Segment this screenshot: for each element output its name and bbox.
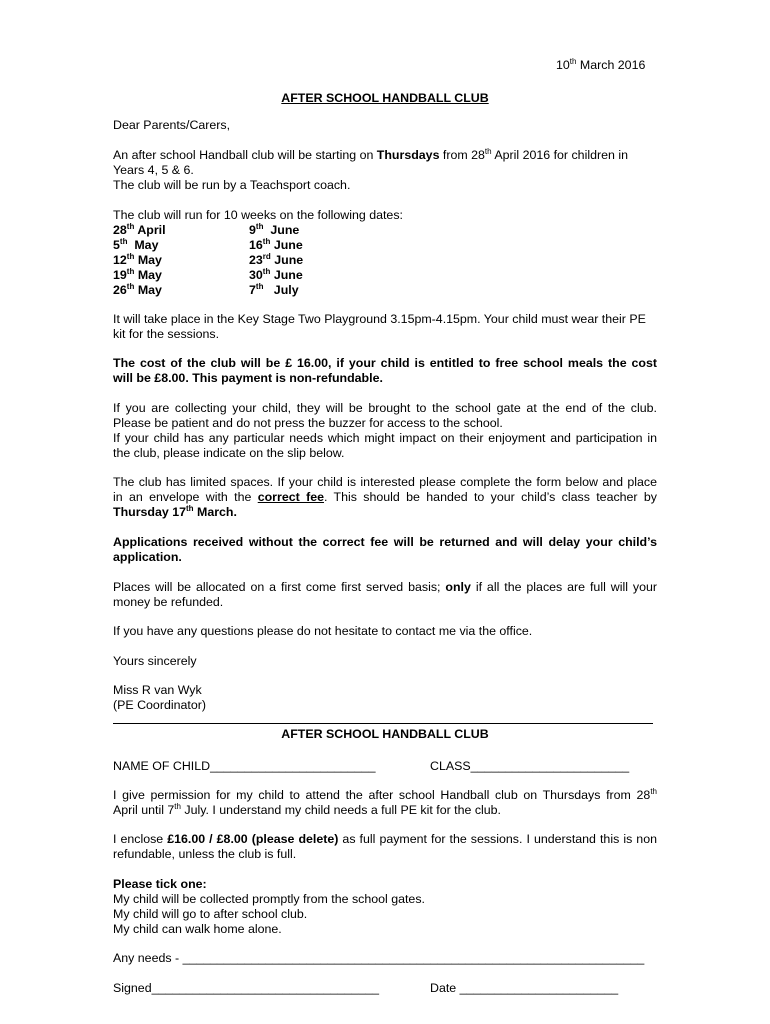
date-right: 16th June [249, 237, 303, 252]
child-name-blank[interactable]: ________________________ [210, 759, 376, 773]
intro-line-1 [113, 148, 628, 163]
tick-option-after-school[interactable]: My child will go to after school club. [113, 907, 308, 921]
date-left: 28th April [113, 222, 166, 237]
tick-heading: Please tick one: [113, 877, 207, 891]
permission-line-2: April until 7th July. I understand my child needs a full PE kit for the club. [113, 802, 501, 817]
collecting-line-2: Please be patient and do not press the buzzer for access to the school. [113, 416, 503, 430]
collecting-paragraph [113, 401, 657, 461]
cost-paragraph [113, 356, 657, 386]
spaces-line-2: in an envelope with the correct fee. This should be handed to your child’s class teacher by [113, 490, 657, 504]
places-line-2: money be refunded. [113, 595, 224, 609]
letter-title: AFTER SCHOOL HANDBALL CLUB [281, 91, 489, 105]
date-field[interactable] [430, 981, 618, 996]
needs-label: Any needs - [113, 951, 183, 965]
intro-text-a: An after school Handball club will be starting on [113, 148, 377, 162]
places-only: only [445, 580, 471, 594]
applications-line-2: application. [113, 550, 182, 564]
needs-field[interactable] [113, 951, 644, 966]
child-name-field[interactable] [113, 759, 375, 774]
tear-off-line [113, 723, 653, 724]
date-left: 26th May [113, 282, 162, 297]
closing: Yours sincerely [113, 654, 197, 668]
date-day: 10 [556, 58, 570, 72]
date-label: Date [430, 981, 460, 995]
date-right: 7th July [249, 282, 299, 297]
title-wrap [113, 91, 657, 106]
signatory-name: Miss R van Wyk [113, 683, 202, 697]
spaces-line-3: Thursday 17th March. [113, 504, 237, 519]
intro-text-c: April 2016 for children in [491, 148, 628, 162]
enclose-line-2: refundable, unless the club is full. [113, 847, 297, 861]
intro-line-2: Years 4, 5 & 6. [113, 163, 194, 177]
spaces-paragraph [113, 475, 657, 520]
class-blank[interactable]: _______________________ [470, 759, 630, 773]
signatory-role: (PE Coordinator) [113, 698, 206, 712]
collecting-line-4: the club, please indicate on the slip below. [113, 446, 345, 460]
date-left: 19th May [113, 267, 162, 282]
tick-option-collected[interactable]: My child will be collected promptly from the school gates. [113, 892, 425, 906]
questions-line: If you have any questions please do not hesitate to contact me via the office. [113, 624, 533, 638]
dates-intro: The club will run for 10 weeks on the following dates: [113, 208, 403, 222]
enclose-amount: £16.00 / £8.00 (please delete) [167, 832, 339, 846]
applications-line-1: Applications received without the correct fee will be returned and will delay your child’s [113, 535, 657, 549]
class-field[interactable] [430, 759, 629, 774]
collecting-line-1: If you are collecting your child, they will be brought to the school gate at the end of the club. [113, 401, 657, 415]
enclose-paragraph [113, 832, 657, 862]
intro-text-b: from 28 [439, 148, 485, 162]
cost-line-1: The cost of the club will be £ 16.00, if your child is entitled to free school meals the cost [113, 356, 657, 370]
signed-field[interactable] [113, 981, 379, 996]
needs-blank[interactable]: ___________________________________________________________________ [182, 951, 645, 965]
date-left: 12th May [113, 252, 162, 267]
class-label: CLASS [430, 759, 471, 773]
enclose-line-1: I enclose £16.00 / £8.00 (please delete) as full payment for the sessions. I understand this is non [113, 832, 657, 846]
child-name-label: NAME OF CHILD [113, 759, 211, 773]
salutation: Dear Parents/Carers, [113, 118, 231, 132]
date-suffix: th [569, 57, 577, 66]
permission-paragraph [113, 788, 657, 818]
tick-option-walk-home[interactable]: My child can walk home alone. [113, 922, 282, 936]
collecting-line-3: If your child has any particular needs which might impact on their enjoyment and participation in [113, 431, 657, 445]
signed-blank[interactable]: _________________________________ [151, 981, 379, 995]
date-right: 23rd June [249, 252, 304, 267]
intro-day: Thursdays [376, 148, 440, 162]
slip-title: AFTER SCHOOL HANDBALL CLUB [281, 727, 489, 741]
cost-line-2: will be £8.00. This payment is non-refundable. [113, 371, 383, 385]
intro-sup: th [484, 147, 492, 156]
applications-paragraph [113, 535, 657, 565]
date-right: 9th June [249, 222, 300, 237]
spaces-line-1: The club has limited spaces. If your child is interested please complete the form below and place [113, 475, 657, 489]
signed-label: Signed [113, 981, 152, 995]
location-line-2: kit for the sessions. [113, 327, 220, 341]
date-month-year: March 2016 [579, 58, 646, 72]
letter-date [556, 58, 645, 73]
correct-fee: correct fee [257, 490, 324, 504]
intro-line-3: The club will be run by a Teachsport coach. [113, 178, 351, 192]
date-blank[interactable]: _______________________ [459, 981, 619, 995]
date-left: 5th May [113, 237, 159, 252]
places-line-1: Places will be allocated on a first come first served basis; only if all the places are full will your [113, 580, 657, 594]
permission-line-1: I give permission for my child to attend the after school Handball club on Thursdays from 28th [113, 787, 657, 802]
date-right: 30th June [249, 267, 303, 282]
location-line-1: It will take place in the Key Stage Two Playground 3.15pm-4.15pm. Your child must wear their PE [113, 312, 646, 326]
places-paragraph [113, 580, 657, 610]
